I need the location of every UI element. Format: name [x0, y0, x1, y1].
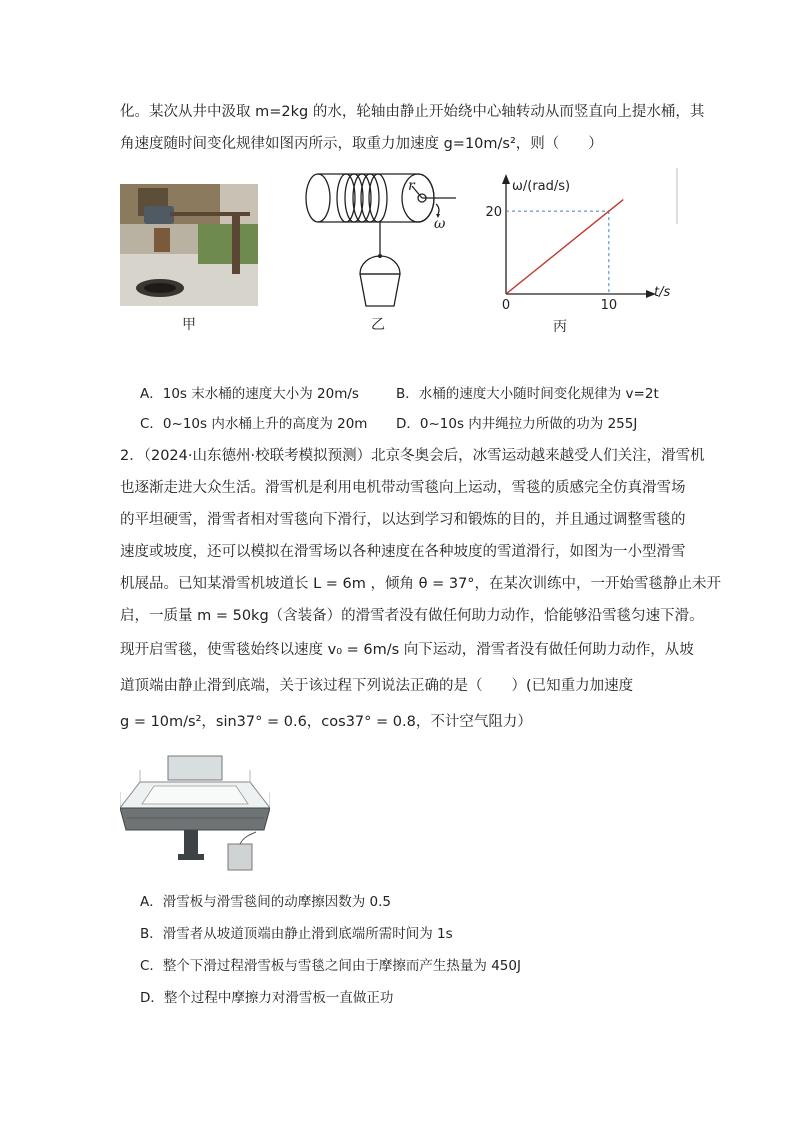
- q2-line-1: 2．（2024·山东德州·校联考模拟预测）北京冬奥会后，冰雪运动越来越受人们关注，滑雪机: [120, 448, 705, 464]
- label-omega: ω: [434, 216, 446, 232]
- y-tick-label-20: 20: [485, 205, 502, 221]
- q1-option-a[interactable]: A．10s 末水桶的速度大小为 20m/s: [140, 386, 359, 402]
- caption-yi: 乙: [371, 317, 385, 333]
- well-photo-figure: [120, 184, 258, 306]
- caption-bing: 丙: [553, 319, 567, 335]
- q2-line-2: 也逐渐走进大众生活。滑雪机是利用电机带动雪毯向上运动，雪毯的质感完全仿真滑雪场: [120, 480, 686, 496]
- ski-machine-figure: [120, 752, 270, 876]
- q1-option-d[interactable]: D．0~10s 内井绳拉力所做的功为 255J: [396, 416, 638, 432]
- caption-jia: 甲: [182, 317, 196, 333]
- q1-option-b[interactable]: B．水桶的速度大小随时间变化规律为 v=2t: [396, 386, 659, 402]
- q2-option-c[interactable]: C．整个下滑过程滑雪板与雪毯之间由于摩擦而产生热量为 450J: [140, 958, 521, 974]
- q2-line-5: 机展品。已知某滑雪机坡道长 L = 6m ，倾角 θ = 37°，在某次训练中，一开始雪毯静止未开: [120, 576, 722, 592]
- x-tick-label-10: 10: [600, 298, 618, 313]
- q2-option-d[interactable]: D．整个过程中摩擦力对滑雪板一直做正功: [140, 990, 394, 1006]
- q2-line-3: 的平坦硬雪，滑雪者相对雪毯向下滑行，以达到学习和锻炼的目的，并且通过调整雪毯的: [120, 512, 686, 528]
- q2-option-a[interactable]: A．滑雪板与滑雪毯间的动摩擦因数为 0.5: [140, 894, 391, 910]
- q2-line-4: 速度或坡度，还可以模拟在滑雪场以各种速度在各种坡度的雪道滑行，如图为一小型滑雪: [120, 544, 686, 560]
- q2-line-8: 道顶端由静止滑到底端，关于该过程下列说法正确的是（ ）(已知重力加速度: [120, 678, 634, 694]
- q2-line-9: g = 10m/s²，sin37° = 0.6，cos37° = 0.8，不计空气阻力）: [120, 714, 532, 730]
- x-tick-label-0: 0: [501, 298, 511, 313]
- omega-time-chart: [478, 168, 678, 318]
- q1-line-1: 化。某次从井中汲取 m=2kg 的水，轮轴由静止开始绕中心轴转动从而竖直向上提水桶，其: [120, 104, 705, 120]
- omega-series-line: [506, 200, 623, 294]
- q2-line-6: 启，一质量 m = 50kg（含装备）的滑雪者没有做任何助力动作，恰能够沿雪毯匀速下滑。: [120, 608, 704, 624]
- q2-option-b[interactable]: B．滑雪者从坡道顶端由静止滑到底端所需时间为 1s: [140, 926, 453, 942]
- y-axis-label: ω/(rad/s): [512, 179, 571, 194]
- label-r: r: [408, 178, 415, 194]
- q1-option-c[interactable]: C．0~10s 内水桶上升的高度为 20m: [140, 416, 368, 432]
- wheel-axle-figure: [300, 168, 460, 310]
- y-axis-arrow: [502, 174, 510, 184]
- q2-line-7: 现开启雪毯，使雪毯始终以速度 v₀ = 6m/s 向下运动，滑雪者没有做任何助力动作，从坡: [120, 642, 694, 658]
- x-axis-label: t/s: [654, 285, 671, 300]
- q1-line-2: 角速度随时间变化规律如图丙所示，取重力加速度 g=10m/s²，则（ ）: [120, 136, 603, 152]
